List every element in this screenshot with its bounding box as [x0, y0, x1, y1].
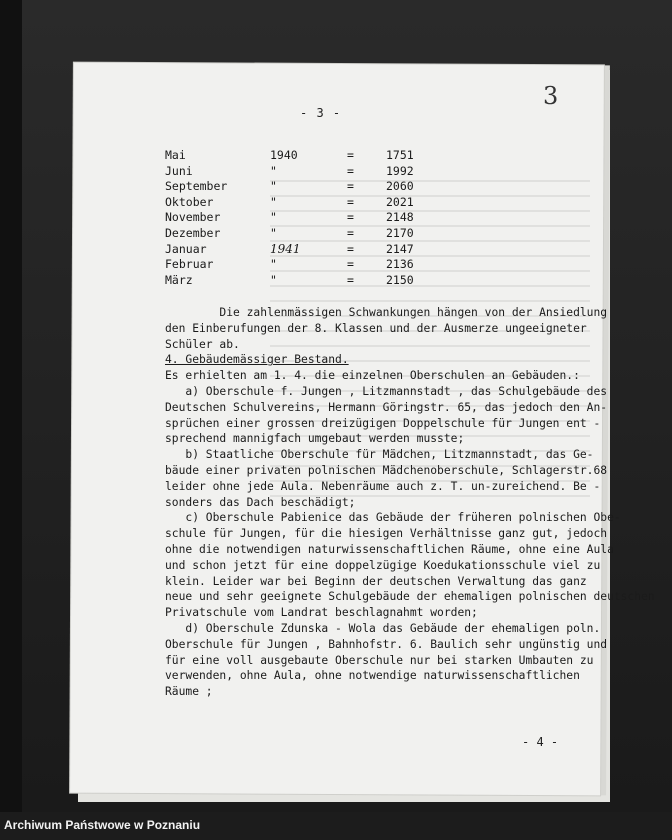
- equals-sign: =: [347, 148, 354, 162]
- enrollment-year: ": [270, 179, 277, 194]
- page-footer: - 4 -: [522, 735, 559, 749]
- text-line: Die zahlenmässigen Schwankungen hängen von der Ansiedlung: [165, 306, 608, 319]
- equals-sign: =: [347, 179, 354, 194]
- enrollment-year: ": [270, 194, 277, 209]
- enrollment-value: 2136: [386, 257, 414, 272]
- enrollment-year: 1941: [270, 241, 301, 256]
- enrollment-value: 1751: [386, 148, 414, 162]
- enrollment-month: Februar: [165, 257, 214, 272]
- enrollment-month: November: [165, 210, 221, 225]
- enrollment-month: September: [165, 179, 228, 194]
- text-line: Oberschule für Jungen , Bahnhofstr. 6. Baulich sehr ungünstig und: [165, 637, 608, 651]
- enrollment-month: Oktober: [165, 194, 214, 209]
- enrollment-month: März: [165, 272, 193, 287]
- text-line: den Einberufungen der 8. Klassen und der Ausmerze ungeeigneter: [165, 321, 587, 335]
- text-line: d) Oberschule Zdunska - Wola das Gebäude der ehemaligen poln.: [165, 621, 601, 635]
- text-line: neue und sehr geeignete Schulgebäude der ehemaligen polnischen deutschen: [165, 590, 655, 604]
- text-line: Schüler ab.: [165, 337, 240, 351]
- enrollment-value: 2021: [386, 194, 414, 209]
- text-line: sprüchen einer grossen dreizügigen Doppelschule für Jungen ent -: [165, 416, 601, 430]
- enrollment-year: ": [270, 163, 277, 178]
- enrollment-year: ": [270, 210, 277, 225]
- text-line: 4. Gebäudemässiger Bestand.: [165, 353, 349, 367]
- enrollment-year: ": [270, 272, 277, 287]
- equals-sign: =: [347, 194, 354, 209]
- text-line: c) Oberschule Pabienice das Gebäude der früheren polnischen Obe-: [165, 511, 621, 525]
- page-header: - 3 -: [300, 106, 342, 120]
- text-line: leider ohne jede Aula. Nebenräume auch z. T. un-zureichend. Be -: [165, 479, 601, 493]
- enrollment-value: 2170: [386, 225, 414, 240]
- text-line: Deutschen Schulvereins, Hermann Göringstr. 65, das jedoch den An-: [165, 400, 608, 414]
- text-line: a) Oberschule f. Jungen , Litzmannstadt , das Schulgebäude des: [165, 384, 608, 398]
- enrollment-value: 2150: [386, 272, 414, 287]
- enrollment-year: ": [270, 257, 277, 272]
- text-line: sprechend mannigfach umgebaut werden musste;: [165, 432, 465, 446]
- body-text: [165, 305, 655, 700]
- text-line: Räume ;: [165, 685, 213, 699]
- text-line: schule für Jungen, für die hiesigen Verhältnisse ganz gut, jedoch: [165, 527, 608, 541]
- text-line: für eine voll ausgebaute Oberschule nur bei starken Umbauten zu: [165, 653, 594, 667]
- equals-sign: =: [347, 163, 354, 178]
- text-line: bäude einer privaten polnischen Mädchenoberschule, Schlagerstr.68: [165, 463, 608, 477]
- archive-caption: Archiwum Państwowe w Poznaniu: [4, 818, 201, 832]
- text-line: und schon jetzt für eine doppelzügige Koedukationsschule viel zu: [165, 558, 601, 572]
- equals-sign: =: [347, 272, 354, 287]
- text-line: verwenden, ohne Aula, ohne notwendige naturwissenschaftlichen: [165, 669, 580, 683]
- equals-sign: =: [347, 210, 354, 225]
- enrollment-month: Juni: [165, 163, 193, 178]
- enrollment-year: 1940: [270, 148, 298, 162]
- text-line: Privatschule vom Landrat beschlagnahmt worden;: [165, 606, 478, 620]
- enrollment-month: Mai: [165, 148, 186, 162]
- enrollment-month: Dezember: [165, 225, 221, 240]
- handwritten-page-number: 3: [543, 82, 559, 110]
- enrollment-value: 2147: [386, 241, 414, 256]
- enrollment-value: 2148: [386, 210, 414, 225]
- text-line: b) Staatliche Oberschule für Mädchen, Litzmannstadt, das Ge-: [165, 448, 594, 462]
- equals-sign: =: [347, 257, 354, 272]
- equals-sign: =: [347, 241, 354, 256]
- enrollment-year: ": [270, 225, 277, 240]
- text-line: Es erhielten am 1. 4. die einzelnen Oberschulen an Gebäuden.:: [165, 369, 580, 383]
- scan-edge: [0, 0, 22, 812]
- text-line: klein. Leider war bei Beginn der deutschen Verwaltung das ganz: [165, 574, 587, 588]
- text-line: sonders das Dach beschädigt;: [165, 495, 356, 509]
- enrollment-month: Januar: [165, 241, 207, 256]
- enrollment-value: 2060: [386, 179, 414, 194]
- enrollment-value: 1992: [386, 163, 414, 178]
- text-line: ohne die notwendigen naturwissenschaftlichen Räume, ohne eine Aula: [165, 542, 614, 556]
- equals-sign: =: [347, 225, 354, 240]
